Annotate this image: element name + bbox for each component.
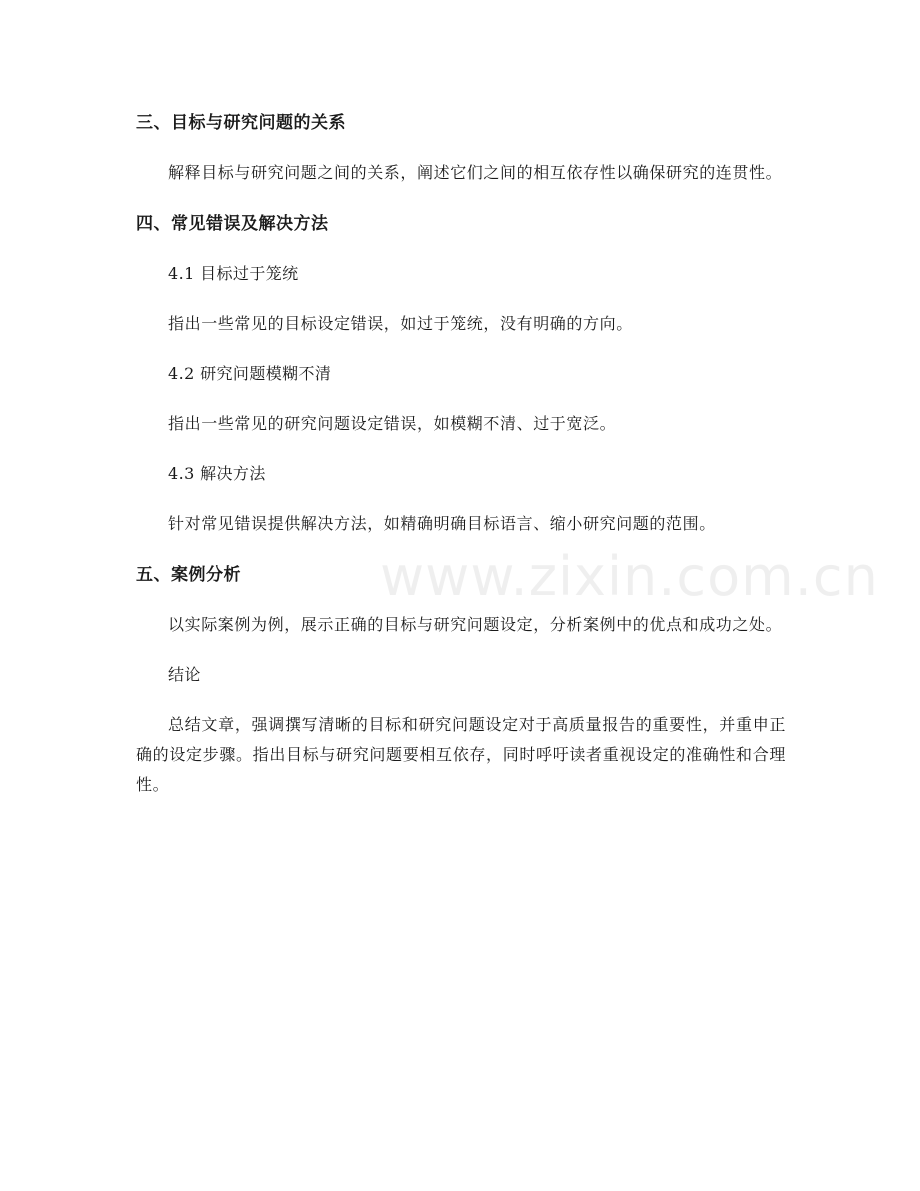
section-3-heading: 三、目标与研究问题的关系 [136, 113, 346, 133]
document-content [136, 108, 786, 800]
section-5-heading: 五、案例分析 [136, 565, 241, 585]
conclusion-body: 总结文章，强调撰写清晰的目标和研究问题设定对于高质量报告的重要性，并重申正确的设定步骤。指出目标与研究问题要相互依存，同时呼吁读者重视设定的准确性和合理性。 [136, 715, 786, 794]
watermark: www.zixin.com.cn [380, 545, 879, 608]
subsection-4-3-title: 4.3 解决方法 [168, 464, 266, 483]
section-4-heading: 四、常见错误及解决方法 [136, 214, 329, 234]
subsection-4-1-body: 指出一些常见的目标设定错误，如过于笼统，没有明确的方向。 [168, 314, 633, 333]
subsection-4-1-title: 4.1 目标过于笼统 [168, 264, 299, 283]
conclusion-title: 结论 [168, 665, 201, 684]
subsection-4-2-title: 4.2 研究问题模糊不清 [168, 364, 332, 383]
section-5-body: 以实际案例为例，展示正确的目标与研究问题设定，分析案例中的优点和成功之处。 [168, 615, 783, 634]
subsection-4-2-body: 指出一些常见的研究问题设定错误，如模糊不清、过于宽泛。 [168, 414, 617, 433]
section-3-body: 解释目标与研究问题之间的关系，阐述它们之间的相互依存性以确保研究的连贯性。 [168, 163, 783, 182]
subsection-4-3-body: 针对常见错误提供解决方法，如精确明确目标语言、缩小研究问题的范围。 [168, 514, 716, 533]
